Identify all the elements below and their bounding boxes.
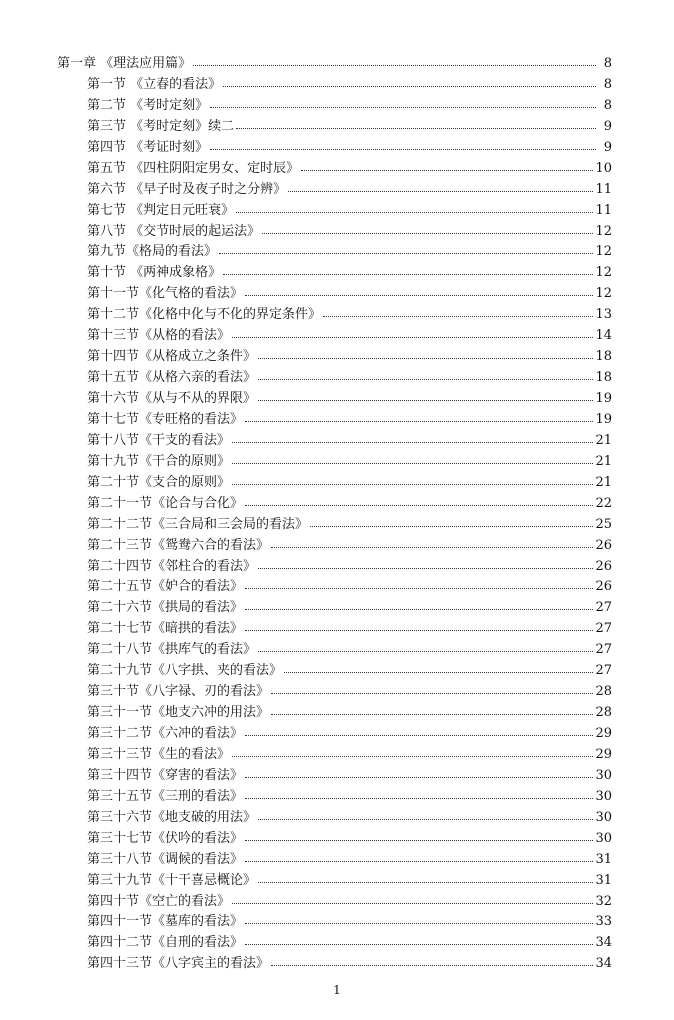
toc-section-title: 第三十九节《十干喜忌概论》 [87, 872, 257, 888]
toc-page-number: 29 [595, 726, 612, 741]
toc-leader-dots [245, 932, 593, 945]
toc-section-entry[interactable] [87, 640, 674, 661]
toc-page-number: 19 [595, 411, 612, 427]
toc-section-entry[interactable] [87, 368, 674, 389]
toc-section-entry[interactable] [87, 431, 674, 452]
toc-section-title: 第二十四节《邻柱合的看法》 [87, 558, 257, 574]
toc-section-title: 第十六节《从与不从的界限》 [87, 391, 257, 406]
toc-section-entry[interactable] [87, 724, 674, 745]
toc-page-number: 12 [595, 286, 612, 302]
toc-leader-dots [193, 53, 596, 66]
toc-section-title: 第二十七节《暗拱的看法》 [87, 621, 244, 637]
toc-page-number: 25 [595, 516, 612, 532]
toc-page-number: 19 [595, 391, 612, 406]
toc-section-entry[interactable] [87, 326, 674, 347]
toc-page-number: 27 [595, 663, 612, 679]
toc-page-number: 14 [595, 328, 612, 344]
toc-page-number: 31 [595, 851, 612, 867]
toc-section-entry[interactable] [87, 222, 674, 243]
toc-section-entry[interactable] [87, 912, 674, 933]
toc-page-number: 27 [595, 642, 612, 658]
toc-section-title: 第三节 《考时定刻》续二 [87, 118, 235, 134]
toc-leader-dots [236, 200, 593, 213]
toc-section-entry[interactable] [87, 515, 674, 536]
toc-section-entry[interactable] [87, 201, 674, 222]
toc-leader-dots [245, 493, 593, 506]
toc-leader-dots [271, 702, 593, 715]
toc-page-number: 8 [603, 56, 612, 71]
toc-section-entry[interactable] [87, 808, 674, 829]
toc-section-title: 第十九节《干合的原则》 [87, 453, 231, 469]
toc-page-number: 21 [595, 474, 612, 490]
toc-section-title: 第二十九节《八字拱、夹的看法》 [87, 663, 283, 679]
toc-section-entry[interactable] [87, 410, 674, 431]
toc-section-title: 第二节 《考时定刻》 [87, 97, 209, 113]
toc-page-number: 26 [595, 537, 612, 553]
toc-section-title: 第十八节《干支的看法》 [87, 432, 231, 448]
toc-page-number: 9 [603, 118, 612, 134]
toc-leader-dots [323, 304, 593, 317]
toc-leader-dots [245, 786, 593, 799]
toc-leader-dots [301, 158, 593, 171]
toc-section-title: 第十三节《从格的看法》 [87, 328, 231, 344]
toc-page-number: 30 [595, 830, 612, 846]
toc-section-entry[interactable] [87, 263, 674, 284]
toc-chapter-entry[interactable] [57, 54, 674, 75]
toc-section-entry[interactable] [87, 180, 674, 201]
toc-section-title: 第四十一节《墓库的看法》 [87, 914, 244, 930]
toc-section-title: 第五节 《四柱阴阳定男女、定时辰》 [87, 160, 300, 176]
toc-page-number: 29 [595, 746, 612, 762]
toc-page-number: 21 [595, 453, 612, 469]
toc-leader-dots [271, 681, 593, 694]
toc-leader-dots [236, 116, 596, 129]
toc-page-number: 22 [595, 495, 612, 511]
toc-section-title: 第三十节《八字禄、刃的看法》 [87, 684, 270, 700]
toc-section-entry[interactable] [87, 850, 674, 871]
toc-leader-dots [245, 283, 593, 296]
toc-section-title: 第四节 《考证时刻》 [87, 139, 209, 155]
toc-section-entry[interactable] [87, 536, 674, 557]
toc-leader-dots [232, 451, 593, 464]
toc-page-number: 31 [595, 872, 612, 888]
toc-section-entry[interactable] [87, 766, 674, 787]
toc-section-entry[interactable] [87, 75, 674, 96]
toc-section-entry[interactable] [87, 159, 674, 180]
toc-section-entry[interactable] [87, 494, 674, 515]
toc-section-title: 第四十二节《自刑的看法》 [87, 935, 244, 951]
toc-section-entry[interactable] [87, 933, 674, 954]
toc-section-title: 第六节 《早子时及夜子时之分辨》 [87, 181, 287, 197]
toc-page-number: 10 [595, 160, 612, 176]
toc-section-title: 第二十一节《论合与合化》 [87, 495, 244, 511]
toc-section-entry[interactable] [87, 892, 674, 913]
toc-section-entry[interactable] [87, 117, 674, 138]
toc-section-entry[interactable] [87, 745, 674, 766]
toc-leader-dots [271, 953, 593, 966]
toc-leader-dots [310, 514, 593, 527]
toc-page-number: 13 [595, 307, 612, 323]
toc-page-number: 26 [595, 558, 612, 574]
toc-leader-dots [245, 723, 593, 736]
toc-section-title: 第十节 《两神成象格》 [87, 265, 222, 281]
toc-page-number: 12 [595, 244, 612, 260]
toc-section-entry[interactable] [87, 284, 674, 305]
toc-page-number: 9 [603, 139, 612, 155]
toc-page-number: 34 [595, 956, 612, 972]
toc-leader-dots [232, 325, 593, 338]
toc-leader-dots [245, 911, 593, 924]
toc-section-title: 第十二节《化格中化与不化的界定条件》 [87, 307, 322, 323]
toc-page-number: 30 [595, 788, 612, 804]
toc-leader-dots [245, 765, 593, 778]
toc-page-number: 11 [595, 181, 612, 197]
toc-leader-dots [245, 618, 593, 631]
toc-leader-dots [258, 346, 593, 359]
toc-section-title: 第四十节《空亡的看法》 [87, 893, 231, 909]
toc-section-title: 第二十节《支合的原则》 [87, 474, 231, 490]
toc-page-number: 30 [595, 767, 612, 783]
toc-section-entry[interactable] [87, 96, 674, 117]
toc-leader-dots [219, 241, 593, 254]
toc-section-entry[interactable] [87, 954, 674, 975]
toc-page-number: 21 [595, 432, 612, 448]
toc-section-entry[interactable] [87, 242, 674, 263]
toc-section-title: 第三十三节《生的看法》 [87, 746, 231, 762]
toc-leader-dots [245, 828, 593, 841]
toc-leader-dots [245, 409, 593, 422]
toc-leader-dots [258, 870, 593, 883]
toc-leader-dots [262, 221, 593, 234]
table-of-contents [0, 54, 674, 975]
toc-page-number: 18 [595, 370, 612, 386]
toc-section-entry[interactable] [87, 138, 674, 159]
page-footer-number: 1 [333, 983, 341, 997]
toc-section-entry[interactable] [87, 703, 674, 724]
toc-section-title: 第十四节《从格成立之条件》 [87, 349, 257, 365]
toc-section-title: 第二十二节《三合局和三会局的看法》 [87, 516, 309, 532]
toc-leader-dots [258, 367, 593, 380]
toc-section-title: 第三十四节《穿害的看法》 [87, 767, 244, 783]
toc-section-title: 第七节 《判定日元旺衰》 [87, 202, 235, 218]
toc-section-entry[interactable] [87, 557, 674, 578]
toc-page-number: 8 [603, 97, 612, 113]
toc-leader-dots [232, 744, 593, 757]
toc-leader-dots [258, 807, 593, 820]
toc-section-entry[interactable] [87, 347, 674, 368]
toc-page-number: 32 [595, 893, 612, 909]
toc-section-entry[interactable] [87, 661, 674, 682]
toc-leader-dots [288, 179, 593, 192]
toc-page-number: 27 [595, 600, 612, 616]
toc-leader-dots [232, 472, 593, 485]
toc-page-number: 26 [595, 579, 612, 595]
toc-section-title: 第三十二节《六冲的看法》 [87, 726, 244, 741]
toc-section-entry[interactable] [87, 619, 674, 640]
toc-section-entry[interactable] [87, 787, 674, 808]
toc-page-number: 33 [595, 914, 612, 930]
toc-section-entry[interactable] [87, 305, 674, 326]
toc-leader-dots [232, 891, 593, 904]
toc-leader-dots [258, 639, 593, 652]
toc-section-title: 第三十六节《地支破的用法》 [87, 809, 257, 825]
toc-section-title: 第十五节《从格六亲的看法》 [87, 370, 257, 386]
toc-page-number: 8 [603, 76, 612, 92]
toc-page-number: 12 [595, 265, 612, 281]
toc-leader-dots [245, 849, 593, 862]
toc-section-entry[interactable] [87, 452, 674, 473]
toc-section-entry[interactable] [87, 682, 674, 703]
toc-page-number: 28 [595, 684, 612, 700]
toc-section-entry[interactable] [87, 473, 674, 494]
toc-leader-dots [232, 430, 593, 443]
toc-section-title: 第二十六节《拱局的看法》 [87, 600, 244, 616]
toc-section-entry[interactable] [87, 389, 674, 410]
toc-leader-dots [258, 388, 593, 401]
toc-section-entry[interactable] [87, 577, 674, 598]
toc-leader-dots [258, 556, 593, 569]
toc-leader-dots [245, 576, 593, 589]
toc-page-number: 27 [595, 621, 612, 637]
toc-leader-dots [210, 95, 596, 108]
toc-page-number: 11 [595, 202, 612, 218]
toc-page-number: 30 [595, 809, 612, 825]
toc-section-title: 第三十八节《调候的看法》 [87, 851, 244, 867]
toc-section-title: 第九节《格局的看法》 [87, 244, 218, 260]
toc-section-entry[interactable] [87, 598, 674, 619]
toc-section-title: 第一节 《立春的看法》 [87, 76, 222, 92]
toc-section-title: 第三十七节《伏吟的看法》 [87, 830, 244, 846]
toc-section-title: 第四十三节《八字宾主的看法》 [87, 956, 270, 972]
toc-page-number: 12 [595, 223, 612, 239]
toc-section-title: 第二十五节《妒合的看法》 [87, 579, 244, 595]
toc-leader-dots [210, 137, 596, 150]
toc-section-entry[interactable] [87, 829, 674, 850]
toc-section-title: 第三十一节《地支六冲的用法》 [87, 705, 270, 721]
toc-section-title: 第三十五节《三刑的看法》 [87, 788, 244, 804]
toc-section-title: 第二十八节《拱库气的看法》 [87, 642, 257, 658]
toc-chapter-title: 第一章 《理法应用篇》 [57, 56, 192, 71]
toc-section-title: 第十七节《专旺格的看法》 [87, 411, 244, 427]
toc-page-number: 18 [595, 349, 612, 365]
toc-page-number: 34 [595, 935, 612, 951]
toc-leader-dots [245, 597, 593, 610]
toc-leader-dots [223, 262, 593, 275]
toc-section-entry[interactable] [87, 871, 674, 892]
toc-leader-dots [284, 660, 593, 673]
toc-page-number: 28 [595, 705, 612, 721]
toc-section-title: 第二十三节《鸳鸯六合的看法》 [87, 537, 270, 553]
toc-leader-dots [223, 74, 596, 87]
toc-section-title: 第十一节《化气格的看法》 [87, 286, 244, 302]
toc-leader-dots [271, 535, 593, 548]
toc-section-title: 第八节 《交节时辰的起运法》 [87, 223, 261, 239]
